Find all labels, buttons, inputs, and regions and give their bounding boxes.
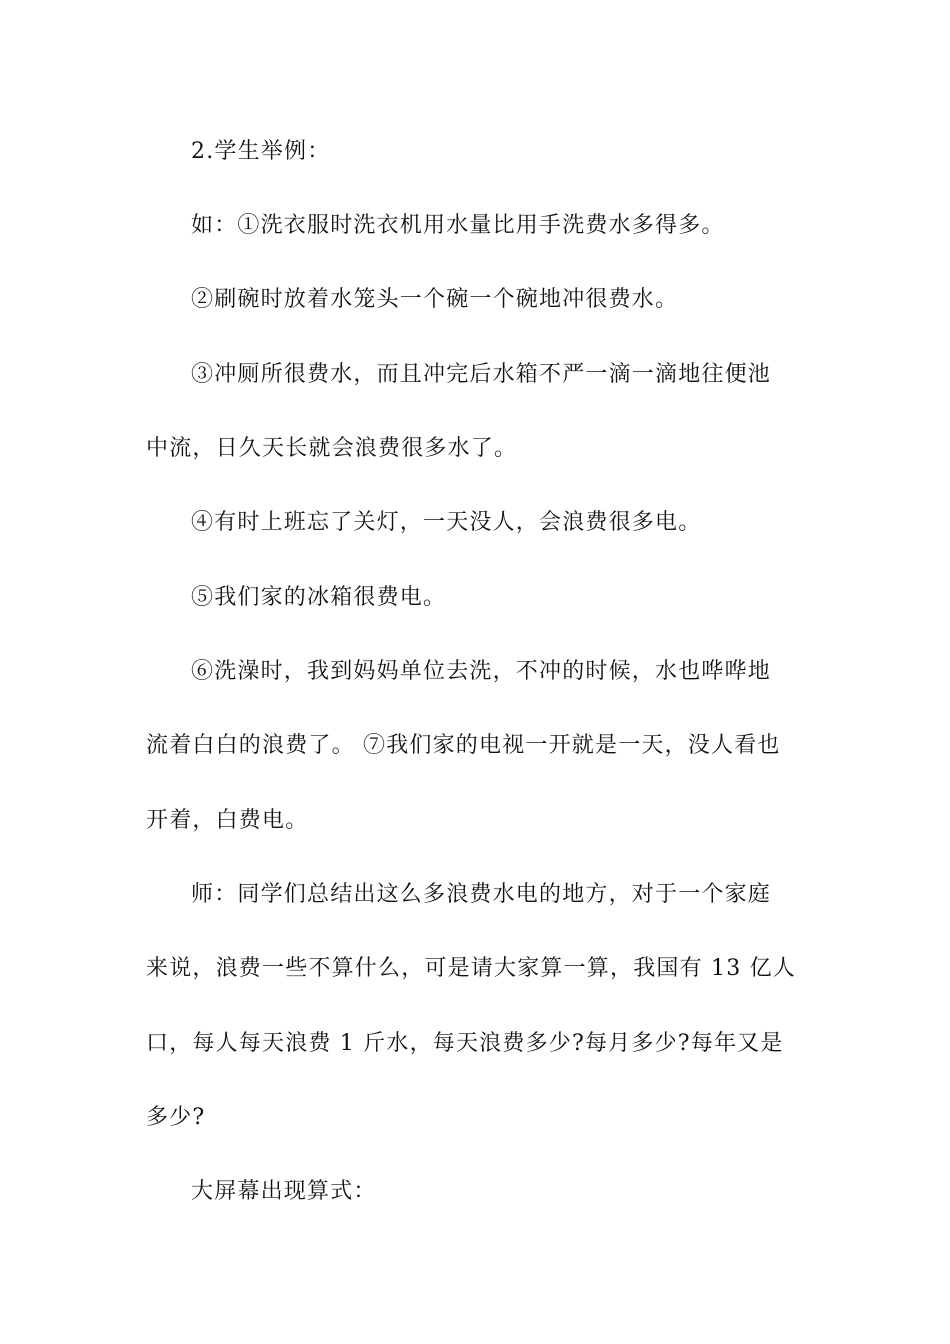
example-line: ②刷碗时放着水笼头一个碗一个碗地冲很费水。 — [191, 287, 679, 312]
example-line: ③冲厕所很费水，而且冲完后水箱不严一滴一滴地往便池 — [191, 362, 772, 387]
teacher-paragraph-line: 口，每人每天浪费 1 斤水，每天浪费多少?每月多少?每年又是 — [146, 1031, 784, 1056]
example-line: ⑥洗澡时，我到妈妈单位去洗，不冲的时候，水也哗哗地 — [191, 659, 772, 684]
example-line-continued: 中流，日久天长就会浪费很多水了。 — [146, 436, 518, 461]
screen-formula-intro: 大屏幕出现算式： — [191, 1179, 377, 1204]
teacher-paragraph-line: 来说，浪费一些不算什么，可是请大家算一算，我国有 13 亿人 — [146, 956, 796, 981]
paragraph-heading: 2.学生举例： — [191, 139, 331, 164]
example-line: ④有时上班忘了关灯，一天没人，会浪费很多电。 — [191, 510, 702, 535]
example-line: 如：①洗衣服时洗衣机用水量比用手洗费水多得多。 — [191, 213, 725, 238]
example-line: ⑤我们家的冰箱很费电。 — [191, 585, 447, 610]
example-line-continued: 流着白白的浪费了。 ⑦我们家的电视一开就是一天，没人看也 — [146, 733, 781, 758]
teacher-paragraph-line: 多少? — [146, 1105, 206, 1130]
teacher-paragraph-line: 师：同学们总结出这么多浪费水电的地方，对于一个家庭 — [191, 882, 772, 907]
example-line-continued: 开着，白费电。 — [146, 808, 309, 833]
